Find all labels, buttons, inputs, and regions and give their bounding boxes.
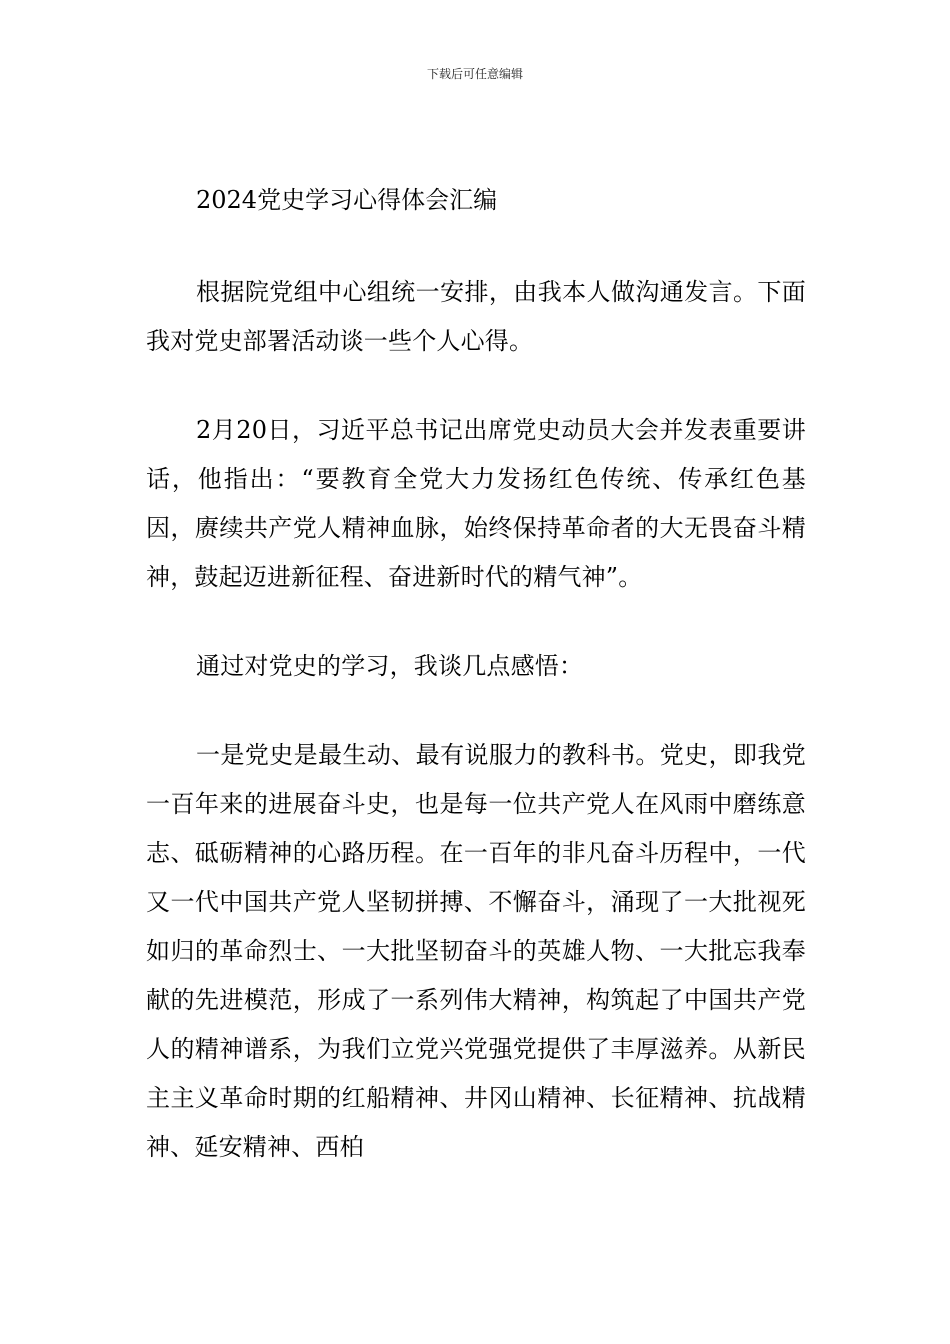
paragraph-speech-quote: 2月20日，习近平总书记出席党史动员大会并发表重要讲话，他指出：“要教育全党大力发扬红色传统、传承红色基因，赓续共产党人精神血脉，始终保持革命者的大无畏奋斗精神，鼓起迈进新征程、奋进新时代的精气神”。 <box>146 416 806 591</box>
paragraph-point-one: 一是党史是最生动、最有说服力的教科书。党史，即我党一百年来的进展奋斗史，也是每一位共产党人在风雨中磨练意志、砥砺精神的心路历程。在一百年的非凡奋斗历程中，一代又一代中国共产党人坚韧拼搏、不懈奋斗，涌现了一大批视死如归的革命烈士、一大批坚韧奋斗的英雄人物、一大批忘我奉献的先进模范，形成了一系列伟大精神，构筑起了中国共产党人的精神谱系，为我们立党兴党强党提供了丰厚滋养。从新民主主义革命时期的红船精神、井冈山精神、长征精神、抗战精神、延安精神、西柏 <box>146 741 806 1161</box>
paragraph-insights-lead: 通过对党史的学习，我谈几点感悟： <box>196 652 584 680</box>
document-title: 2024党史学习心得体会汇编 <box>196 186 498 214</box>
document-body <box>146 178 806 1212</box>
page-header-note: 下载后可任意编辑 <box>426 67 523 81</box>
paragraph-intro: 根据院党组中心组统一安排，由我本人做沟通发言。下面我对党史部署活动谈一些个人心得。 <box>146 278 806 355</box>
